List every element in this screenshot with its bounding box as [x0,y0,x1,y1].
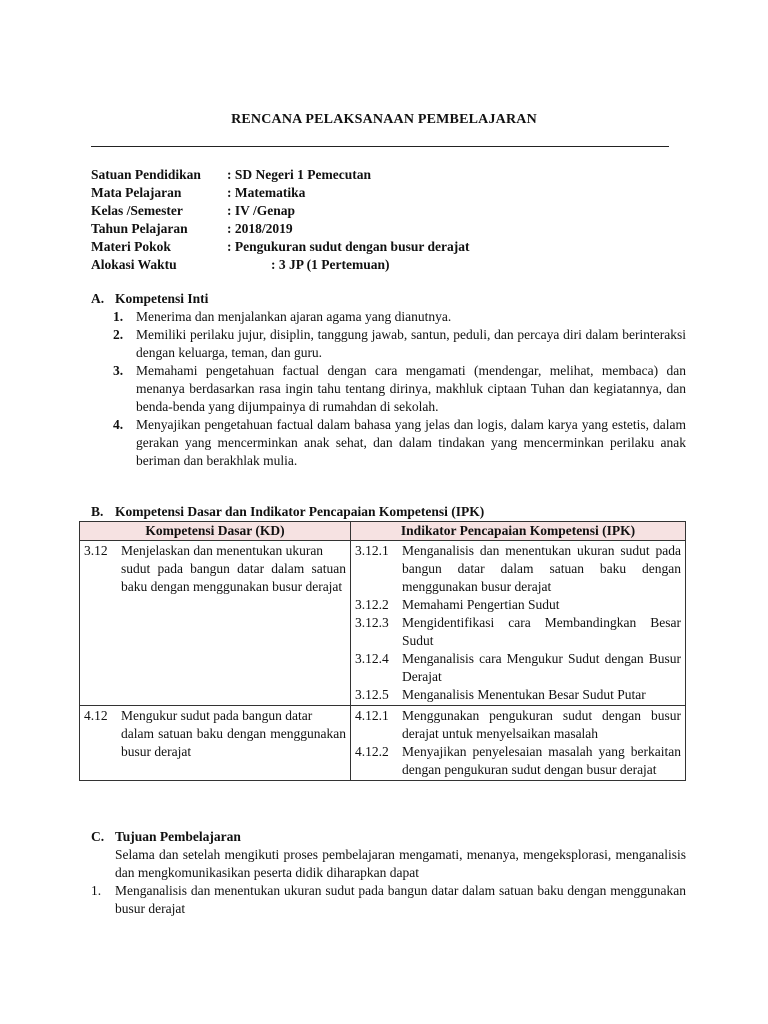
kd-cell [80,706,351,781]
table-row [80,706,686,781]
kd-cell [80,541,351,706]
list-item [91,326,686,362]
identity-label: Satuan Pendidikan [91,167,201,182]
ipk-item [355,707,681,743]
section-heading [91,290,686,308]
section-kompetensi-inti [91,290,686,470]
identity-row [91,238,691,256]
kd-line [84,542,346,560]
identity-value: : 2018/2019 [227,221,293,236]
identity-label: Mata Pelajaran [91,185,182,200]
ipk-text: Menganalisis dan menentukan ukuran sudut pada bangun datar dalam satuan baku dengan menggunakan busur derajat [402,543,681,594]
ipk-number: 3.12.4 [355,651,389,666]
identity-row [91,184,691,202]
identity-row [91,256,691,274]
identity-label: Alokasi Waktu [91,257,177,272]
identity-label: Materi Pokok [91,239,171,254]
ipk-item [355,614,681,650]
table-row [80,541,686,706]
identity-value: : SD Negeri 1 Pemecutan [227,167,371,182]
item-number: 1. [91,883,102,898]
kd-ipk-table [79,521,686,781]
identity-value: : Pengukuran sudut dengan busur derajat [227,239,470,254]
item-number: 2. [113,327,124,342]
identity-label: Kelas /Semester [91,203,183,218]
identity-row [91,202,691,220]
section-heading [91,828,686,846]
document-title: RENCANA PELAKSANAAN PEMBELAJARAN [231,112,537,127]
col-header-ipk: Indikator Pencapaian Kompetensi (IPK) [351,522,686,541]
ipk-text: Menyajikan penyelesaian masalah yang berkaitan dengan pengukuran sudut dengan busur derajat [402,744,681,777]
section-letter: A. [91,291,105,306]
section-title: Kompetensi Inti [115,291,209,306]
kd-text: Menjelaskan dan menentukan ukuran [121,543,324,558]
identity-value: : 3 JP (1 Pertemuan) [271,257,390,272]
section-heading [91,503,686,521]
item-number: 3. [113,363,124,378]
ipk-text: Menggunakan pengukuran sudut dengan busur derajat untuk menyelsaikan masalah [402,708,681,741]
item-text: Memiliki perilaku jujur, disiplin, tanggung jawab, santun, peduli, dan percaya diri dalam berinteraksi dengan keluarga, teman, dan guru. [136,327,686,360]
kd-number: 4.12 [84,708,108,723]
list-item [91,308,686,326]
tujuan-intro: Selama dan setelah mengikuti proses pembelajaran mengamati, menanya, mengeksplorasi, menganalisis dan mengkomunikasikan peserta didik diharapkan dapat [115,847,686,880]
section-title: Kompetensi Dasar dan Indikator Pencapaian Kompetensi (IPK) [115,504,485,519]
ipk-number: 3.12.1 [355,543,389,558]
ipk-text: Mengidentifikasi cara Membandingkan Besar Sudut [402,615,681,648]
ipk-number: 4.12.2 [355,744,389,759]
section-letter: C. [91,829,105,844]
ipk-item [355,686,681,704]
section-letter: B. [91,504,104,519]
kd-text-continued: dalam satuan baku dengan menggunakan busur derajat [121,726,346,759]
kd-text-continued: sudut pada bangun datar dalam satuan baku dengan menggunakan busur derajat [121,561,346,594]
identity-value: : IV /Genap [227,203,296,218]
identity-label: Tahun Pelajaran [91,221,188,236]
ipk-item [355,596,681,614]
ipk-text: Menganalisis cara Mengukur Sudut dengan Busur Derajat [402,651,681,684]
identity-value: : Matematika [227,185,306,200]
ipk-number: 4.12.1 [355,708,389,723]
ipk-number: 3.12.5 [355,687,389,702]
ipk-text: Menganalisis Menentukan Besar Sudut Putar [402,687,646,702]
list-item [91,882,686,918]
table-header-row [80,522,686,541]
list-item [91,362,686,416]
identity-row [91,166,691,184]
ipk-number: 3.12.2 [355,597,389,612]
item-number: 4. [113,417,124,432]
kd-line [84,707,346,725]
list-item [91,416,686,470]
ipk-item [355,650,681,686]
kd-number: 3.12 [84,543,108,558]
ipk-number: 3.12.3 [355,615,389,630]
col-header-kd: Kompetensi Dasar (KD) [80,522,351,541]
title-divider [91,146,669,147]
kompetensi-inti-list [91,308,686,470]
kd-text: Mengukur sudut pada bangun datar [121,708,313,723]
item-text: Menganalisis dan menentukan ukuran sudut pada bangun datar dalam satuan baku dengan menggunakan busur derajat [115,883,686,916]
identity-row [91,220,691,238]
identity-block [91,166,691,274]
ipk-item [355,542,681,596]
item-text: Menerima dan menjalankan ajaran agama yang dianutnya. [136,309,452,324]
section-title: Tujuan Pembelajaran [115,829,241,844]
item-text: Menyajikan pengetahuan factual dalam bahasa yang jelas dan logis, dalam karya yang estetis, dalam gerakan yang mencerminkan anak sehat, dan dalam tindakan yang mencerminkan perilaku anak beriman dan berakhlak mulia. [136,417,686,468]
item-number: 1. [113,309,124,324]
ipk-item [355,743,681,779]
ipk-cell [351,706,686,781]
item-text: Memahami pengetahuan factual dengan cara mengamati (mendengar, melihat, membaca) dan menanya berdasarkan rasa ingin tahu tentang dirinya, makhluk ciptaan Tuhan dan kegiatannya, dan benda-benda yang dijumpainya di rumahdan di sekolah. [136,363,686,414]
ipk-text: Memahami Pengertian Sudut [402,597,560,612]
section-tujuan [91,828,686,918]
ipk-cell [351,541,686,706]
section-kd-ipk [91,503,686,521]
